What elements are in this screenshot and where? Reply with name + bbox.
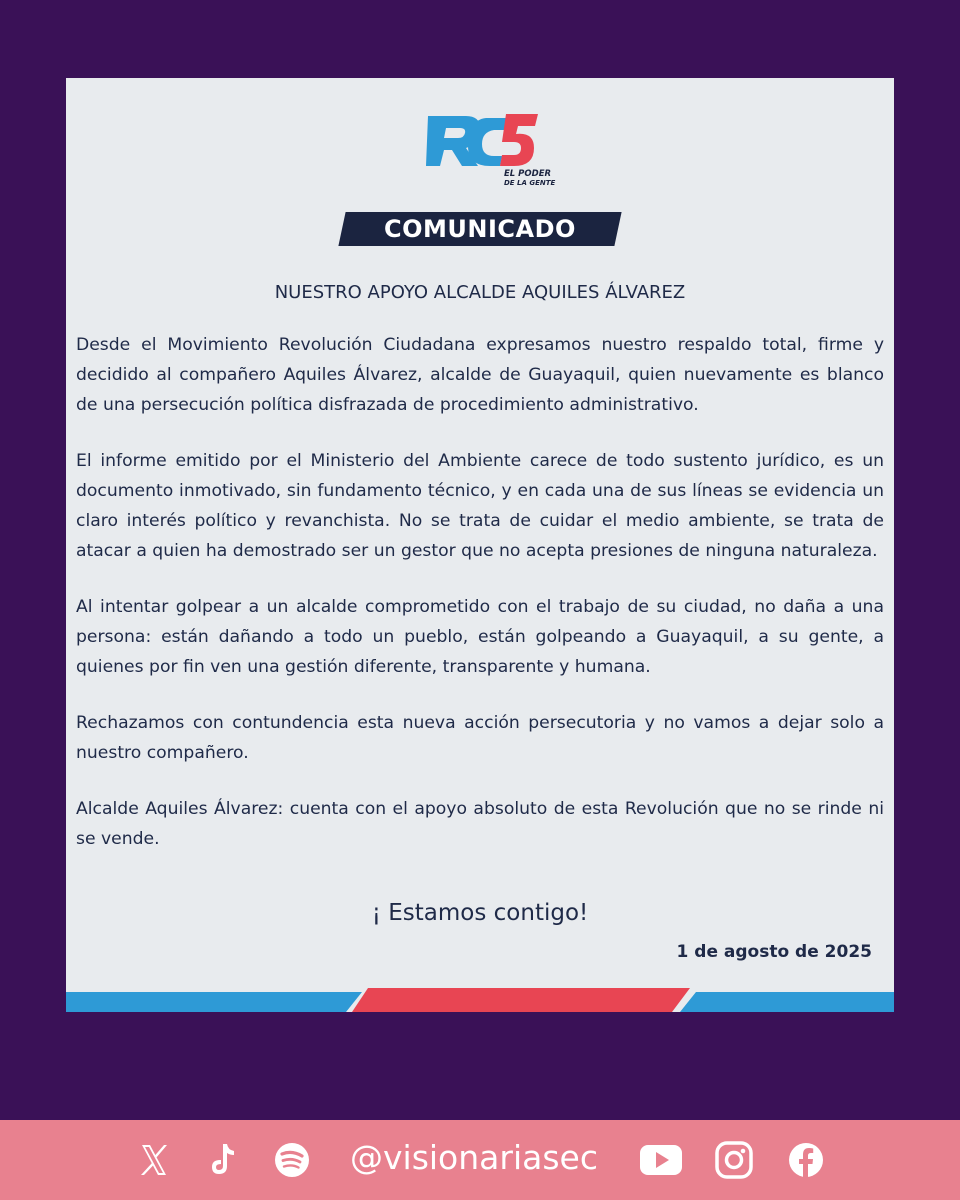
paragraph: Desde el Movimiento Revolución Ciudadana expresamos nuestro respaldo total, firme y decidido al compañero Aquiles Álvarez, alcalde de Guayaquil, quien nuevamente es blanco de una persecución política disfrazada de procedimiento administrativo. [76,335,884,415]
instagram-icon[interactable] [714,1120,754,1200]
rc5-logo [422,108,556,188]
youtube-icon[interactable] [638,1120,684,1200]
communique-card [66,78,894,1012]
social-handle[interactable]: @visionariasec [350,1138,598,1177]
logo-tagline-1: EL PODER [504,169,552,179]
communique-subtitle: NUESTRO APOYO ALCALDE AQUILES ÁLVAREZ [274,282,686,303]
paragraph: El informe emitido por el Ministerio del Ambiente carece de todo sustento jurídico, es un documento inmotivado, sin fundamento técnico, y en cada una de sus líneas se evidencia un claro interés político y revanchista. No se trata de cuidar el medio ambiente, se trata de atacar a quien ha demostrado ser un gestor que no acepta presiones de ninguna naturaleza. [76,451,884,561]
facebook-icon[interactable] [786,1120,826,1200]
decorative-stripes [66,984,894,1012]
closing-line: ¡ Estamos contigo! [371,900,589,926]
communique-body [76,330,884,880]
paragraph: Alcalde Aquiles Álvarez: cuenta con el apoyo absoluto de esta Revolución que no se rinde ni se vende. [76,799,884,849]
paragraph: Al intentar golpear a un alcalde comprometido con el trabajo de su ciudad, no daña a una persona: están dañando a todo un pueblo, están golpeando a Guayaquil, a su gente, a quienes por fin ven una gestión diferente, transparente y humana. [76,597,884,677]
logo-tagline-2: DE LA GENTE [504,179,556,187]
x-icon[interactable] [136,1120,172,1200]
social-footer [0,1120,960,1200]
tiktok-icon[interactable] [206,1120,240,1200]
spotify-icon[interactable] [272,1120,312,1200]
communique-date: 1 de agosto de 2025 [676,942,872,962]
banner-label: COMUNICADO [384,215,576,243]
comunicado-banner [338,212,621,246]
paragraph: Rechazamos con contundencia esta nueva acción persecutoria y no vamos a dejar solo a nuestro compañero. [76,713,884,763]
